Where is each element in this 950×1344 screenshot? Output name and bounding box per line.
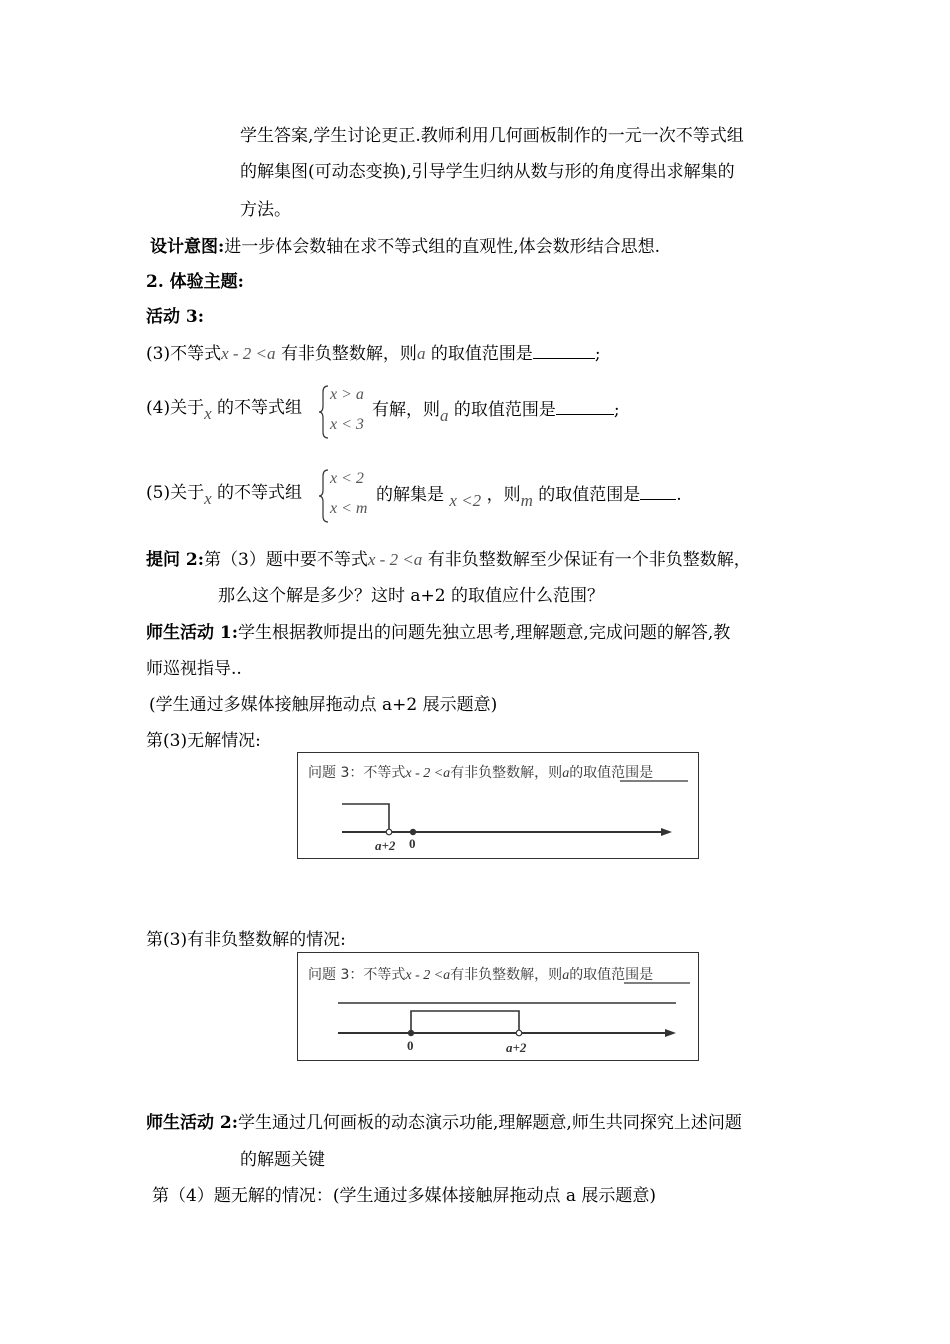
q3-mid: 有非负整数解，则 (280, 344, 417, 364)
teacher-student-activity-2 (146, 1111, 742, 1135)
q4-pre: (4)关于 (146, 398, 205, 418)
origin-point (410, 829, 416, 835)
activity-label: 师生活动 2: (146, 1113, 239, 1133)
activity-text: 的解题关键 (240, 1150, 325, 1170)
design-label: 设计意图: (150, 237, 225, 257)
activity-text: 学生根据教师提出的问题先独立思考,理解题意,完成问题的解答,教 (238, 623, 731, 643)
q5-mid3: ，则 (486, 485, 521, 505)
inequality-system (318, 468, 378, 524)
q4-var2: a (440, 406, 449, 425)
activity-text: (学生通过多媒体接触屏拖动点 a+2 展示题意) (149, 695, 498, 715)
q4-end: ; (613, 400, 620, 420)
brace-icon (318, 468, 330, 524)
ask-math: x - 2 <a (367, 550, 423, 569)
q4-var1: x (204, 404, 212, 423)
question-5 (146, 481, 303, 508)
brace-icon (318, 384, 330, 440)
q5-var2: m (520, 491, 533, 510)
design-text: 进一步体会数轴在求不等式组的直观性,体会数形结合思想. (224, 237, 661, 257)
figure-caption: 问题 3：不等式x - 2 <a有非负整数解，则a的取值范围是 (308, 765, 654, 781)
question-4 (146, 396, 303, 423)
q3-math: x - 2 <a (221, 344, 276, 363)
solution-region (342, 804, 389, 832)
q5-math: x <2 (449, 491, 482, 510)
teacher-student-activity-1 (146, 621, 730, 645)
q3-var: a (416, 344, 426, 363)
point-label: a+2 (506, 1040, 527, 1055)
paragraph-line: 的解集图(可动态变换),引导学生归纳从数与形的角度得出求解集的 (240, 162, 735, 182)
system-row: x < m (330, 500, 368, 517)
figure-caption: 问题 3：不等式x - 2 <a有非负整数解，则a的取值范围是 (308, 967, 654, 983)
origin-label: 0 (407, 1038, 414, 1053)
number-line-figure-2 (297, 952, 699, 1061)
inequality-system (318, 384, 378, 440)
paragraph-line: 方法。 (240, 200, 291, 220)
origin-point (408, 1030, 414, 1036)
ask-text: 第（3）题中要不等式 (204, 550, 368, 570)
ask-label: 提问 2: (146, 550, 205, 570)
arrow-icon (665, 1029, 676, 1037)
q5-pre: (5)关于 (146, 483, 205, 503)
q4-mid2: 有解，则 (372, 400, 440, 420)
q4-mid: 的不等式组 (217, 398, 303, 418)
case-label: 第(3)无解情况: (146, 731, 261, 751)
answer-blank[interactable] (533, 340, 595, 359)
q4-post: 的取值范围是 (453, 400, 556, 420)
case-label: 第(3)有非负整数解的情况: (146, 930, 346, 950)
paragraph-line: 学生答案,学生讨论更正.教师利用几何画板制作的一元一次不等式组 (240, 126, 744, 146)
q5-mid: 的不等式组 (217, 483, 303, 503)
question-4-tail (372, 396, 620, 425)
answer-blank[interactable] (640, 481, 676, 500)
system-row: x < 2 (330, 470, 364, 487)
system-row: x > a (330, 386, 364, 403)
q5-post: 的取值范围是 (538, 485, 641, 505)
ask-2-line2: 那么这个解是多少？这时 a+2 的取值应什么范围？ (218, 586, 605, 606)
q3-pre: (3)不等式 (146, 344, 222, 364)
system-row: x < 3 (330, 416, 364, 433)
question-3 (146, 340, 601, 366)
activity-heading: 活动 3: (146, 307, 205, 327)
q5-var1: x (204, 489, 212, 508)
section-heading: 2. 体验主题: (146, 272, 244, 292)
activity-label: 师生活动 1: (146, 623, 239, 643)
case-label: 第（4）题无解的情况：(学生通过多媒体接触屏拖动点 a 展示题意) (152, 1186, 657, 1206)
point-label: a+2 (375, 838, 396, 853)
q5-mid2: 的解集是 (376, 485, 444, 505)
origin-label: 0 (409, 836, 416, 851)
activity-text: 学生通过几何画板的动态演示功能,理解题意,师生共同探究上述问题 (238, 1113, 742, 1133)
q5-end: . (676, 485, 682, 505)
open-point[interactable] (516, 1030, 522, 1036)
design-intent (150, 235, 660, 259)
open-point[interactable] (386, 829, 392, 835)
answer-blank[interactable] (556, 396, 614, 415)
q3-post: 的取值范围是 (430, 344, 533, 364)
ask-2 (146, 548, 751, 572)
number-line-figure-1 (297, 752, 699, 859)
question-5-tail (376, 481, 682, 510)
arrow-icon (661, 828, 672, 836)
activity-text: 师巡视指导.. (146, 659, 242, 679)
solution-region (411, 1011, 519, 1033)
q3-end: ; (594, 344, 601, 364)
ask-text: 有非负整数解至少保证有一个非负整数解， (427, 550, 751, 570)
